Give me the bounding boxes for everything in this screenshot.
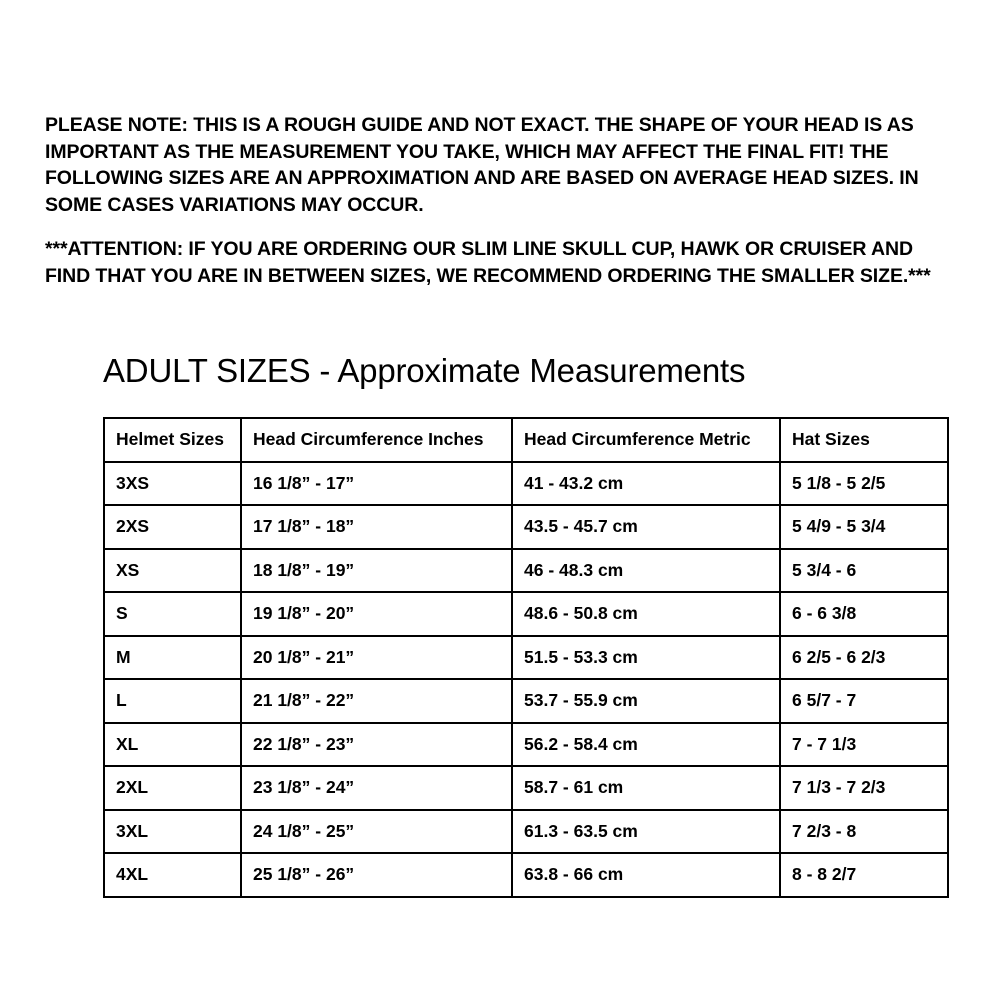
cell-hat-size: 6 - 6 3/8 (780, 592, 948, 636)
adult-sizes-table (103, 417, 949, 898)
cell-hat-size: 6 5/7 - 7 (780, 679, 948, 723)
column-header-hat-sizes: Hat Sizes (780, 418, 948, 462)
note-paragraph-2: ***ATTENTION: IF YOU ARE ORDERING OUR SLIM LINE SKULL CUP, HAWK OR CRUISER AND FIND THAT YOU ARE IN BETWEEN SIZES, WE RECOMMEND ORDERING THE SMALLER SIZE.*** (45, 238, 931, 287)
cell-helmet-size: 3XL (104, 810, 241, 854)
cell-hat-size: 7 1/3 - 7 2/3 (780, 766, 948, 810)
size-table-container (103, 417, 947, 898)
table-row (104, 810, 948, 854)
cell-inches: 25 1/8” - 26” (241, 853, 512, 897)
notes-block (45, 112, 955, 289)
cell-hat-size: 5 4/9 - 5 3/4 (780, 505, 948, 549)
cell-metric: 63.8 - 66 cm (512, 853, 780, 897)
cell-hat-size: 6 2/5 - 6 2/3 (780, 636, 948, 680)
cell-inches: 22 1/8” - 23” (241, 723, 512, 767)
cell-metric: 41 - 43.2 cm (512, 462, 780, 506)
table-row (104, 505, 948, 549)
table-row (104, 853, 948, 897)
table-header-row (104, 418, 948, 462)
cell-helmet-size: 2XL (104, 766, 241, 810)
cell-metric: 43.5 - 45.7 cm (512, 505, 780, 549)
cell-helmet-size: 4XL (104, 853, 241, 897)
cell-helmet-size: 2XS (104, 505, 241, 549)
cell-inches: 19 1/8” - 20” (241, 592, 512, 636)
cell-metric: 53.7 - 55.9 cm (512, 679, 780, 723)
table-row (104, 723, 948, 767)
cell-inches: 16 1/8” - 17” (241, 462, 512, 506)
table-row (104, 766, 948, 810)
cell-hat-size: 7 2/3 - 8 (780, 810, 948, 854)
page-title: ADULT SIZES - Approximate Measurements (103, 352, 746, 389)
table-row (104, 592, 948, 636)
cell-helmet-size: XL (104, 723, 241, 767)
cell-helmet-size: M (104, 636, 241, 680)
cell-inches: 18 1/8” - 19” (241, 549, 512, 593)
cell-helmet-size: XS (104, 549, 241, 593)
cell-metric: 61.3 - 63.5 cm (512, 810, 780, 854)
table-row (104, 462, 948, 506)
cell-inches: 23 1/8” - 24” (241, 766, 512, 810)
cell-metric: 58.7 - 61 cm (512, 766, 780, 810)
cell-inches: 21 1/8” - 22” (241, 679, 512, 723)
cell-metric: 56.2 - 58.4 cm (512, 723, 780, 767)
cell-helmet-size: L (104, 679, 241, 723)
table-row (104, 636, 948, 680)
cell-metric: 51.5 - 53.3 cm (512, 636, 780, 680)
cell-hat-size: 7 - 7 1/3 (780, 723, 948, 767)
table-row (104, 679, 948, 723)
cell-metric: 46 - 48.3 cm (512, 549, 780, 593)
cell-helmet-size: 3XS (104, 462, 241, 506)
cell-helmet-size: S (104, 592, 241, 636)
note-paragraph-1: PLEASE NOTE: THIS IS A ROUGH GUIDE AND NOT EXACT. THE SHAPE OF YOUR HEAD IS AS IMPORTANT AS THE MEASUREMENT YOU TAKE, WHICH MAY AFFECT THE FINAL FIT! THE FOLLOWING SIZES ARE AN APPROXIMATION AND ARE BASED ON AVERAGE HEAD SIZES. IN SOME CASES VARIATIONS MAY OCCUR. (45, 114, 919, 216)
column-header-helmet-sizes: Helmet Sizes (104, 418, 241, 462)
column-header-head-circumference-inches: Head Circumference Inches (241, 418, 512, 462)
cell-inches: 24 1/8” - 25” (241, 810, 512, 854)
column-header-head-circumference-metric: Head Circumference Metric (512, 418, 780, 462)
cell-hat-size: 8 - 8 2/7 (780, 853, 948, 897)
cell-inches: 20 1/8” - 21” (241, 636, 512, 680)
cell-hat-size: 5 1/8 - 5 2/5 (780, 462, 948, 506)
cell-hat-size: 5 3/4 - 6 (780, 549, 948, 593)
cell-inches: 17 1/8” - 18” (241, 505, 512, 549)
cell-metric: 48.6 - 50.8 cm (512, 592, 780, 636)
table-row (104, 549, 948, 593)
